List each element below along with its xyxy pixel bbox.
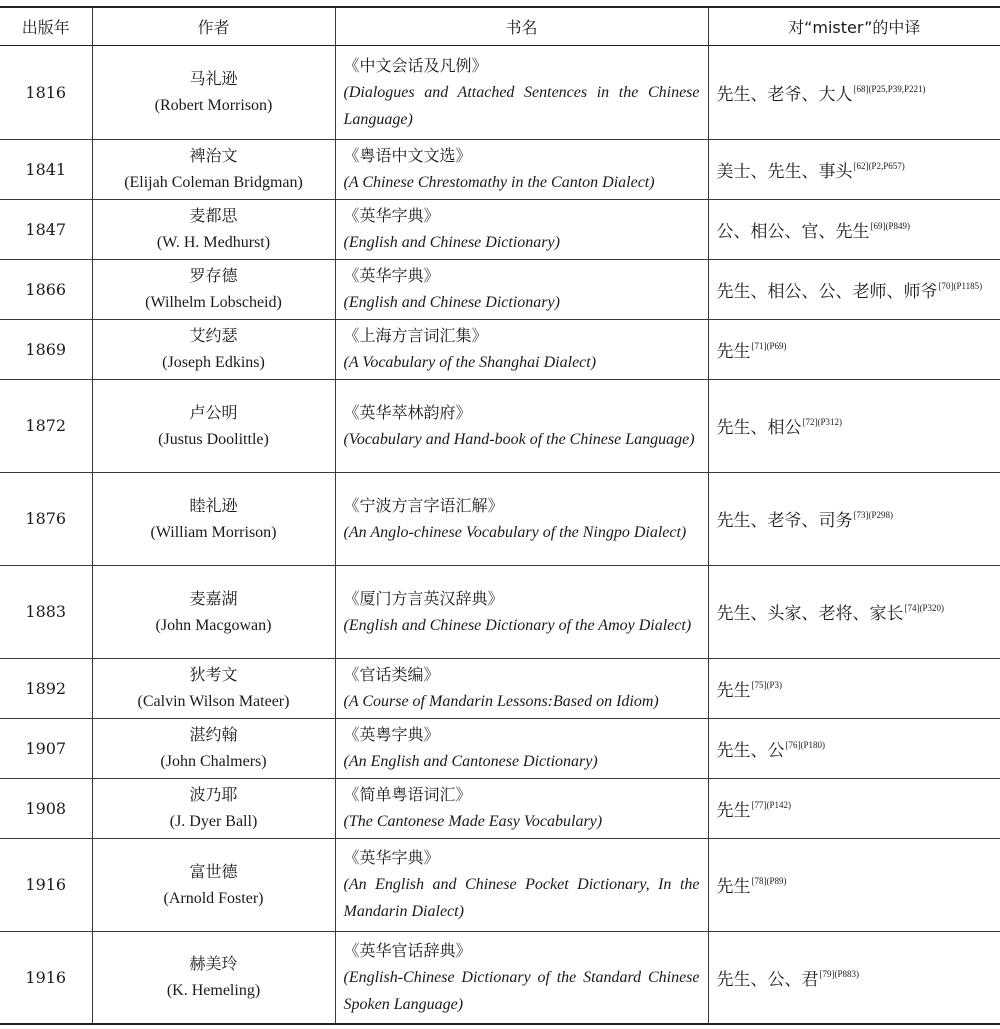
translation-cell xyxy=(708,379,1000,472)
translation-cell xyxy=(708,931,1000,1024)
book-cell xyxy=(335,838,708,931)
translation-cell xyxy=(708,718,1000,778)
book-chinese-title: 《简单粤语词汇》 xyxy=(343,785,472,804)
author-english-name: (Elijah Coleman Bridgman) xyxy=(124,174,303,191)
translation-table xyxy=(0,6,1000,1025)
publication-year: 1841 xyxy=(0,139,92,199)
book-english-title: (An English and Chinese Pocket Dictionary, In the Mandarin Dialect) xyxy=(343,876,700,920)
translation-text: 先生、老爷、大人 xyxy=(716,84,853,105)
translation-text: 先生 xyxy=(716,680,751,701)
author-english-name: (Justus Doolittle) xyxy=(158,430,269,448)
citation-superscript: [68](P25,P39,P221) xyxy=(853,83,926,94)
translation-cell xyxy=(708,45,1000,139)
author-cell xyxy=(92,658,335,718)
table-row xyxy=(0,45,1000,139)
table-row xyxy=(0,838,1000,931)
citation-superscript: [62](P2,P657) xyxy=(853,160,905,171)
book-english-title: (English-Chinese Dictionary of the Standard Chinese Spoken Language) xyxy=(343,968,700,1013)
author-english-name: (Joseph Edkins) xyxy=(162,354,265,371)
author-cell xyxy=(92,472,335,565)
author-english-name: (John Macgowan) xyxy=(155,616,272,634)
author-english-name: (William Morrison) xyxy=(150,523,277,541)
header-translation: 对“mister”的中译 xyxy=(708,7,1000,45)
translation-cell xyxy=(708,259,1000,319)
author-cell xyxy=(92,259,335,319)
citation-superscript: [76](P180) xyxy=(785,739,825,750)
book-english-title: (English and Chinese Dictionary of the Amoy Dialect) xyxy=(343,616,692,634)
translation-cell xyxy=(708,139,1000,199)
book-cell xyxy=(335,565,708,658)
book-cell xyxy=(335,319,708,379)
translation-cell xyxy=(708,565,1000,658)
citation-superscript: [74](P320) xyxy=(904,603,944,613)
citation-superscript: [70](P1185) xyxy=(938,280,983,291)
translation-cell xyxy=(708,658,1000,718)
translation-text: 先生、公 xyxy=(716,740,785,761)
book-cell xyxy=(335,379,708,472)
translation-text: 公、相公、官、先生 xyxy=(716,221,870,242)
author-english-name: (Arnold Foster) xyxy=(163,889,264,907)
translation-cell xyxy=(708,778,1000,838)
author-chinese-name: 睦礼逊 xyxy=(189,495,238,515)
publication-year: 1866 xyxy=(0,259,92,319)
book-chinese-title: 《粤语中文文选》 xyxy=(343,146,472,165)
citation-superscript: [77](P142) xyxy=(751,799,791,810)
book-english-title: (A Course of Mandarin Lessons:Based on Idiom) xyxy=(343,693,659,710)
author-english-name: (K. Hemeling) xyxy=(166,982,261,1000)
header-book-title: 书名 xyxy=(335,7,708,45)
publication-year: 1872 xyxy=(0,379,92,472)
citation-superscript: [75](P3) xyxy=(751,679,782,690)
translation-text: 先生、老爷、司务 xyxy=(716,511,853,531)
book-cell xyxy=(335,139,708,199)
author-chinese-name: 裨治文 xyxy=(189,146,238,165)
author-chinese-name: 麦都思 xyxy=(189,206,238,225)
book-cell xyxy=(335,259,708,319)
author-cell xyxy=(92,838,335,931)
table-row xyxy=(0,931,1000,1024)
book-english-title: (An Anglo-chinese Vocabulary of the Ningpo Dialect) xyxy=(343,523,687,541)
book-cell xyxy=(335,472,708,565)
author-chinese-name: 卢公明 xyxy=(189,402,238,422)
book-cell xyxy=(335,658,708,718)
author-cell xyxy=(92,45,335,139)
author-english-name: (Robert Morrison) xyxy=(154,97,273,114)
author-chinese-name: 赫美玲 xyxy=(189,954,238,974)
header-row xyxy=(0,7,1000,45)
translation-text: 先生、公、君 xyxy=(716,969,819,990)
author-english-name: (J. Dyer Ball) xyxy=(169,813,258,830)
book-chinese-title: 《英华字典》 xyxy=(343,206,440,225)
table-body xyxy=(0,45,1000,1024)
translation-text: 先生 xyxy=(716,341,751,362)
translation-text: 美士、先生、事头 xyxy=(716,161,853,182)
author-cell xyxy=(92,319,335,379)
header-author: 作者 xyxy=(92,7,335,45)
header-year: 出版年 xyxy=(0,7,92,45)
book-chinese-title: 《官话类编》 xyxy=(343,665,440,684)
table-row xyxy=(0,259,1000,319)
translation-text: 先生 xyxy=(716,877,751,897)
author-chinese-name: 艾约瑟 xyxy=(189,326,238,345)
translation-text: 先生、相公 xyxy=(716,418,802,438)
author-english-name: (John Chalmers) xyxy=(160,753,267,770)
book-english-title: (Dialogues and Attached Sentences in the Chinese Language) xyxy=(343,83,700,128)
citation-superscript: [69](P849) xyxy=(870,220,910,231)
author-chinese-name: 罗存德 xyxy=(189,266,238,285)
author-chinese-name: 麦嘉湖 xyxy=(189,588,238,608)
author-chinese-name: 马礼逊 xyxy=(189,69,238,88)
translation-cell xyxy=(708,472,1000,565)
translation-cell xyxy=(708,838,1000,931)
book-english-title: (English and Chinese Dictionary) xyxy=(343,234,560,251)
book-english-title: (A Chinese Chrestomathy in the Canton Dialect) xyxy=(343,174,655,191)
author-english-name: (Wilhelm Lobscheid) xyxy=(145,294,282,311)
book-cell xyxy=(335,778,708,838)
citation-superscript: [73](P298) xyxy=(853,510,893,520)
author-english-name: (Calvin Wilson Mateer) xyxy=(137,693,290,710)
book-chinese-title: 《厦门方言英汉辞典》 xyxy=(343,588,504,608)
table-row xyxy=(0,718,1000,778)
table-row xyxy=(0,658,1000,718)
author-cell xyxy=(92,199,335,259)
citation-superscript: [79](P883) xyxy=(819,968,859,979)
author-chinese-name: 富世德 xyxy=(189,861,238,881)
book-chinese-title: 《上海方言词汇集》 xyxy=(343,326,488,345)
table-row xyxy=(0,778,1000,838)
publication-year: 1869 xyxy=(0,319,92,379)
publication-year: 1883 xyxy=(0,565,92,658)
book-cell xyxy=(335,199,708,259)
citation-superscript: [78](P89) xyxy=(751,876,787,886)
table-header xyxy=(0,7,1000,45)
author-chinese-name: 狄考文 xyxy=(189,665,238,684)
book-chinese-title: 《中文会话及凡例》 xyxy=(343,55,488,75)
publication-year: 1847 xyxy=(0,199,92,259)
author-chinese-name: 湛约翰 xyxy=(189,725,238,744)
book-chinese-title: 《英华字典》 xyxy=(343,848,440,867)
book-english-title: (An English and Cantonese Dictionary) xyxy=(343,753,598,770)
publication-year: 1876 xyxy=(0,472,92,565)
book-chinese-title: 《英华萃林韵府》 xyxy=(343,402,472,422)
author-cell xyxy=(92,565,335,658)
author-cell xyxy=(92,718,335,778)
translation-text: 先生 xyxy=(716,800,751,821)
publication-year: 1816 xyxy=(0,45,92,139)
author-cell xyxy=(92,931,335,1024)
table-row xyxy=(0,199,1000,259)
translation-cell xyxy=(708,199,1000,259)
publication-year: 1908 xyxy=(0,778,92,838)
citation-superscript: [72](P312) xyxy=(802,417,842,427)
publication-year: 1892 xyxy=(0,658,92,718)
book-cell xyxy=(335,931,708,1024)
translation-text: 先生、头家、老将、家长 xyxy=(716,604,904,624)
table-row xyxy=(0,472,1000,565)
author-english-name: (W. H. Medhurst) xyxy=(156,234,271,251)
book-english-title: (Vocabulary and Hand-book of the Chinese Language) xyxy=(343,430,695,448)
publication-year: 1916 xyxy=(0,838,92,931)
book-cell xyxy=(335,718,708,778)
book-chinese-title: 《英华字典》 xyxy=(343,266,440,285)
translation-text: 先生、相公、公、老师、师爷 xyxy=(716,281,938,302)
table-row xyxy=(0,319,1000,379)
author-cell xyxy=(92,778,335,838)
citation-superscript: [71](P69) xyxy=(751,340,787,351)
book-chinese-title: 《宁波方言字语汇解》 xyxy=(343,495,504,515)
publication-year: 1907 xyxy=(0,718,92,778)
author-cell xyxy=(92,379,335,472)
author-chinese-name: 波乃耶 xyxy=(189,785,238,804)
book-english-title: (The Cantonese Made Easy Vocabulary) xyxy=(343,813,603,830)
table-row xyxy=(0,379,1000,472)
publication-year: 1916 xyxy=(0,931,92,1024)
book-english-title: (English and Chinese Dictionary) xyxy=(343,294,560,311)
table-row xyxy=(0,565,1000,658)
table-row xyxy=(0,139,1000,199)
book-cell xyxy=(335,45,708,139)
translation-cell xyxy=(708,319,1000,379)
book-chinese-title: 《英华官话辞典》 xyxy=(343,940,472,960)
book-english-title: (A Vocabulary of the Shanghai Dialect) xyxy=(343,354,597,371)
book-chinese-title: 《英粤字典》 xyxy=(343,725,440,744)
author-cell xyxy=(92,139,335,199)
